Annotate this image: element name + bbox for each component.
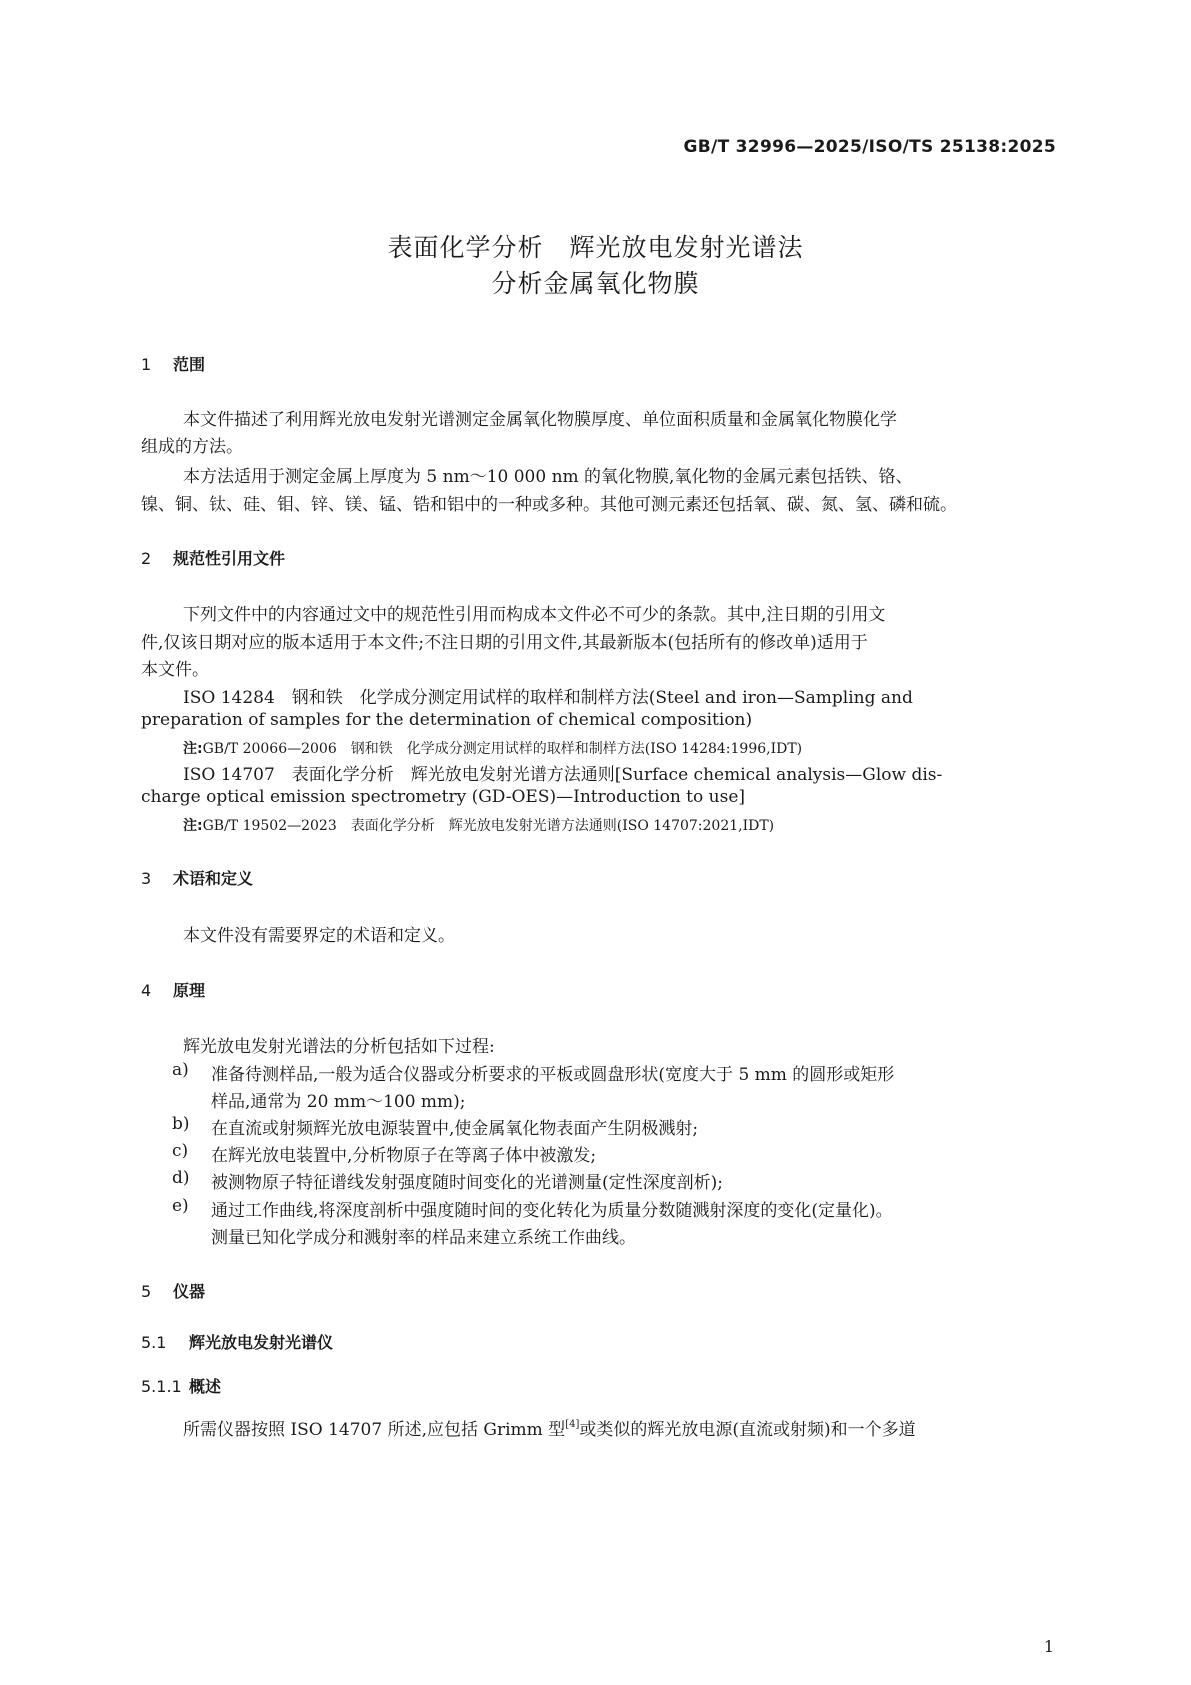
list-item-text: 样品,通常为 20 mm～100 mm);: [211, 1092, 466, 1112]
section-title: 规范性引用文件: [173, 549, 286, 568]
list-item-text: 准备待测样品,一般为适合仪器或分析要求的平板或圆盘形状(宽度大于 5 mm 的圆形或矩形: [211, 1065, 895, 1085]
note-label: 注:: [183, 741, 203, 757]
note-text: GB/T 19502—2023 表面化学分析 辉光放电发射光谱方法通则(ISO 14707:2021,IDT): [202, 818, 775, 834]
section-number: 4: [141, 981, 152, 1000]
section-title: 原理: [173, 981, 206, 1000]
list-item-text: 测量已知化学成分和溅射率的样品来建立系统工作曲线。: [211, 1228, 636, 1248]
paragraph-line: 本文件没有需要界定的术语和定义。: [183, 926, 455, 946]
reference-line: ISO 14707 表面化学分析 辉光放电发射光谱方法通则[Surface chemical analysis—Glow dis-: [183, 765, 943, 785]
list-item-text: 被测物原子特征谱线发射强度随时间变化的光谱测量(定性深度剖析);: [211, 1173, 723, 1193]
section-5-1-1-heading: [141, 1374, 221, 1397]
section-number: 5.1: [141, 1333, 167, 1352]
note-2: [183, 815, 774, 835]
text-run: 或类似的辉光放电源(直流或射频)和一个多道: [579, 1420, 916, 1440]
section-number: 5.1.1: [141, 1377, 182, 1396]
list-marker: b): [172, 1114, 190, 1134]
page-number: 1: [1043, 1637, 1054, 1656]
paragraph-line: 本文件。: [141, 660, 209, 680]
section-number: 3: [141, 869, 152, 888]
section-5-1-heading: [141, 1330, 333, 1353]
section-1-heading: [141, 352, 205, 375]
list-item-text: 在直流或射频辉光放电源装置中,使金属氧化物表面产生阴极溅射;: [211, 1119, 699, 1139]
reference-line: charge optical emission spectrometry (GD-OES)—Introduction to use]: [141, 787, 746, 807]
doc-title-line1: 表面化学分析 辉光放电发射光谱法: [387, 233, 804, 262]
paragraph-line: 组成的方法。: [141, 437, 243, 457]
paragraph-line: 镍、铜、钛、硅、钼、锌、镁、锰、锆和铝中的一种或多种。其他可测元素还包括氧、碳、氮、氢、磷和硫。: [141, 495, 957, 515]
paragraph-line: 件,仅该日期对应的版本适用于本文件;不注日期的引用文件,其最新版本(包括所有的修改单)适用于: [141, 633, 868, 653]
section-number: 5: [141, 1282, 152, 1301]
reference-line: preparation of samples for the determination of chemical composition): [141, 710, 753, 730]
citation-ref[interactable]: [4]: [565, 1419, 580, 1430]
section-title: 概述: [189, 1377, 222, 1396]
paragraph-line: 本方法适用于测定金属上厚度为 5 nm～10 000 nm 的氧化物膜,氧化物的金属元素包括铁、铬、: [183, 467, 913, 487]
section-title: 仪器: [173, 1282, 206, 1301]
list-marker: a): [172, 1060, 189, 1080]
section-title: 术语和定义: [173, 869, 254, 888]
section-number: 1: [141, 355, 152, 374]
section-title: 范围: [173, 355, 206, 374]
note-label: 注:: [183, 818, 203, 834]
section-5-heading: [141, 1279, 205, 1302]
paragraph-line: 辉光放电发射光谱法的分析包括如下过程:: [183, 1037, 495, 1057]
list-marker: e): [172, 1196, 189, 1216]
section-2-heading: [141, 546, 285, 569]
list-marker: d): [172, 1168, 190, 1188]
section-3-heading: [141, 866, 253, 889]
text-run: 所需仪器按照 ISO 14707 所述,应包括 Grimm 型: [183, 1420, 566, 1440]
section-title: 辉光放电发射光谱仪: [189, 1333, 334, 1352]
doc-title-line2: 分析金属氧化物膜: [491, 269, 700, 298]
paragraph-line: [183, 1415, 916, 1440]
standard-code: GB/T 32996—2025/ISO/TS 25138:2025: [683, 137, 1056, 157]
paragraph-line: 下列文件中的内容通过文中的规范性引用而构成本文件必不可少的条款。其中,注日期的引用文: [183, 605, 886, 625]
list-marker: c): [172, 1141, 189, 1161]
note-1: [183, 738, 802, 758]
reference-line: ISO 14284 钢和铁 化学成分测定用试样的取样和制样方法(Steel and iron—Sampling and: [183, 688, 913, 708]
section-number: 2: [141, 549, 152, 568]
note-text: GB/T 20066—2006 钢和铁 化学成分测定用试样的取样和制样方法(ISO 14284:1996,IDT): [202, 741, 803, 757]
section-4-heading: [141, 978, 205, 1001]
list-item-text: 通过工作曲线,将深度剖析中强度随时间的变化转化为质量分数随溅射深度的变化(定量化)。: [211, 1201, 893, 1221]
list-item-text: 在辉光放电装置中,分析物原子在等离子体中被激发;: [211, 1146, 597, 1166]
paragraph-line: 本文件描述了利用辉光放电发射光谱测定金属氧化物膜厚度、单位面积质量和金属氧化物膜化学: [183, 410, 897, 430]
